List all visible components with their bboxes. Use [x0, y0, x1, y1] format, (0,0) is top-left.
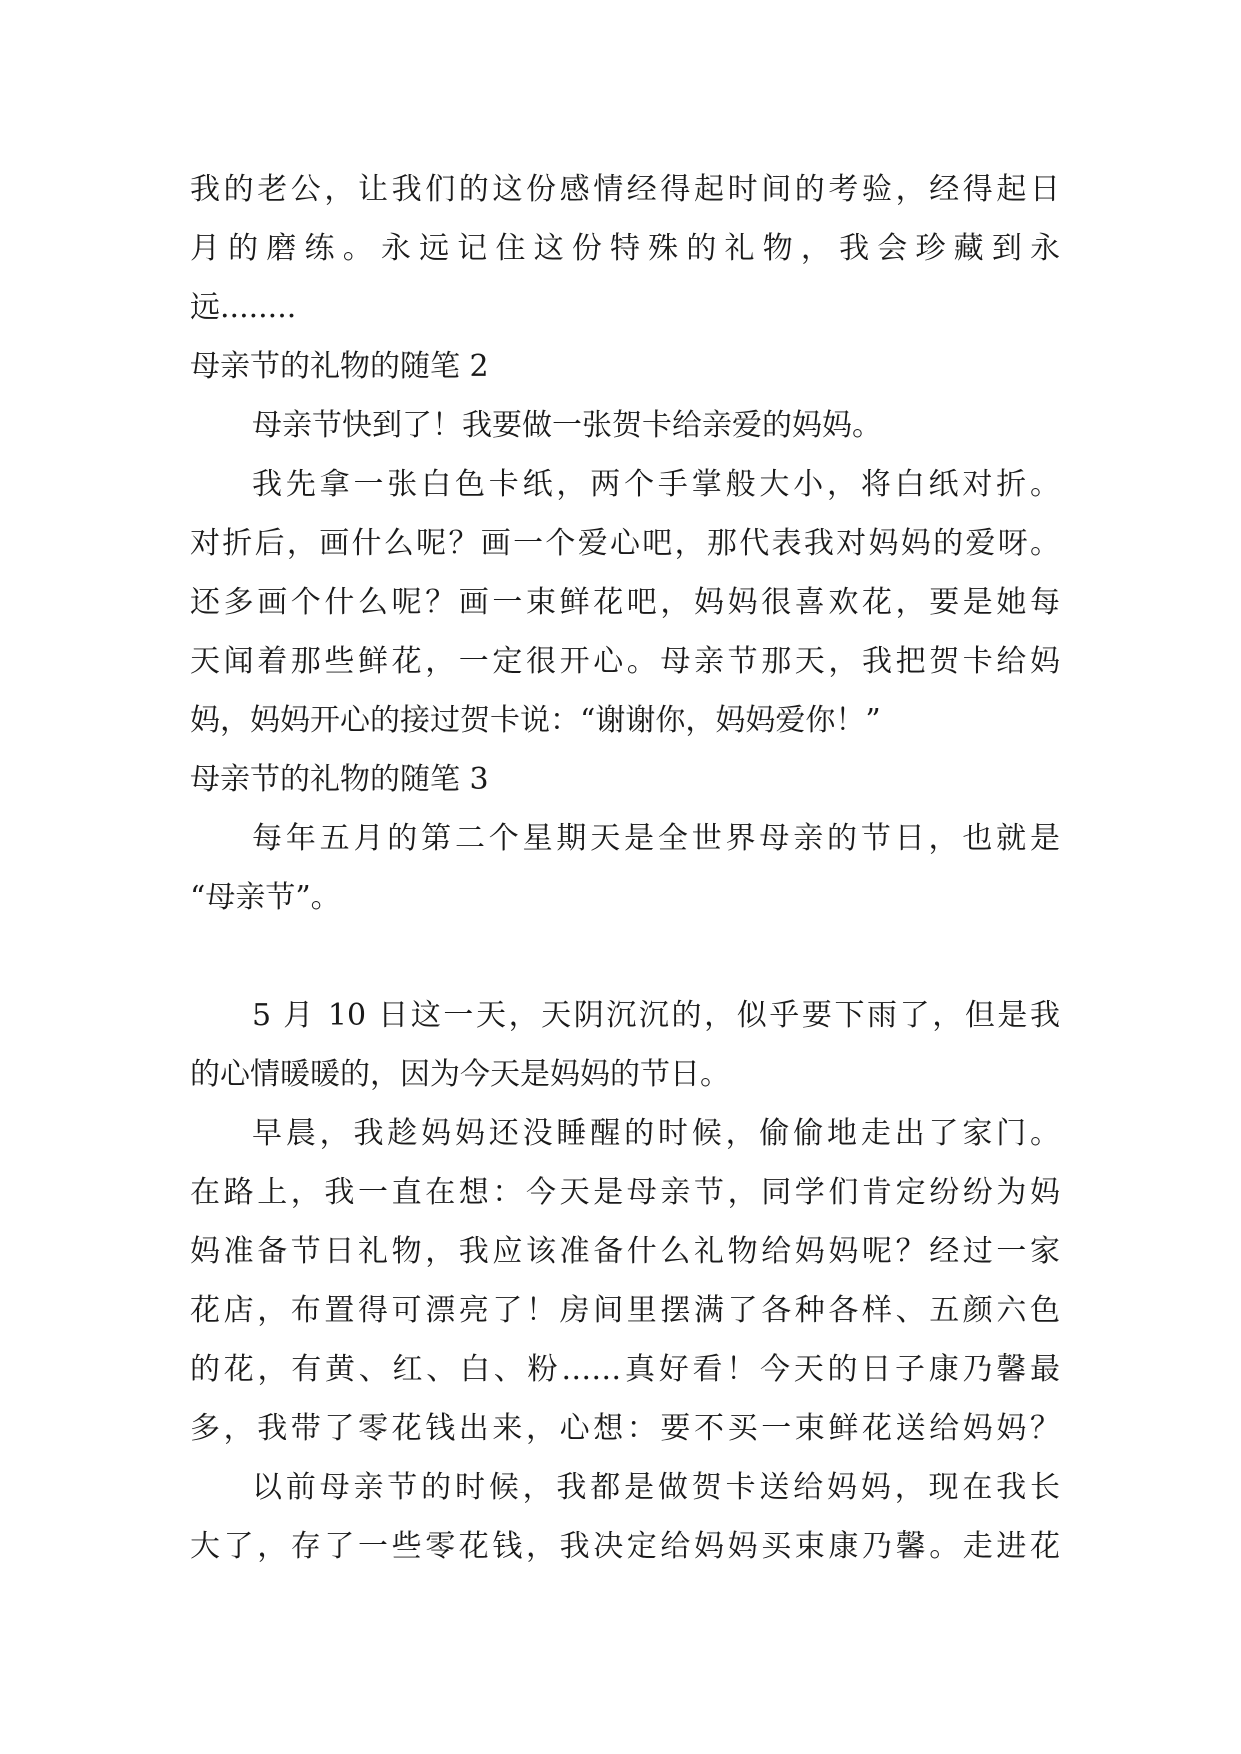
section-heading: 母亲节的礼物的随笔 3 [190, 762, 489, 797]
text-line: 我先拿一张白色卡纸，两个手掌般大小，将白纸对折。 [252, 467, 1060, 502]
text-line: 的花，有黄、红、白、粉……真好看！今天的日子康乃馨最 [190, 1352, 1060, 1387]
text-line: 天闻着那些鲜花，一定很开心。母亲节那天，我把贺卡给妈 [190, 644, 1060, 679]
text-line: 母亲节快到了！我要做一张贺卡给亲爱的妈妈。 [252, 408, 882, 443]
text-line: 早晨，我趁妈妈还没睡醒的时候，偷偷地走出了家门。 [252, 1116, 1060, 1151]
section-heading: 母亲节的礼物的随笔 2 [190, 349, 489, 384]
text-line: 5 月 10 日这一天，天阴沉沉的，似乎要下雨了，但是我 [252, 998, 1060, 1033]
text-line: 多，我带了零花钱出来，心想：要不买一束鲜花送给妈妈？ [190, 1411, 1060, 1446]
text-line: 的心情暖暖的，因为今天是妈妈的节日。 [190, 1057, 730, 1092]
text-line: 远........ [190, 290, 297, 325]
text-line: “母亲节”。 [190, 880, 341, 915]
blank-line [190, 927, 1060, 986]
text-line: 在路上，我一直在想：今天是母亲节，同学们肯定纷纷为妈 [190, 1175, 1060, 1210]
text-line: 大了，存了一些零花钱，我决定给妈妈买束康乃馨。走进花 [190, 1529, 1060, 1564]
text-line: 我的老公，让我们的这份感情经得起时间的考验，经得起日 [190, 172, 1060, 207]
text-line: 妈，妈妈开心的接过贺卡说：“谢谢你，妈妈爱你！” [190, 703, 881, 738]
document-body [190, 160, 1060, 1576]
text-line: 每年五月的第二个星期天是全世界母亲的节日，也就是 [252, 821, 1060, 856]
text-line: 对折后，画什么呢？画一个爱心吧，那代表我对妈妈的爱呀。 [190, 526, 1060, 561]
text-line: 妈准备节日礼物，我应该准备什么礼物给妈妈呢？经过一家 [190, 1234, 1060, 1269]
text-line: 以前母亲节的时候，我都是做贺卡送给妈妈，现在我长 [252, 1470, 1060, 1505]
text-line: 月的磨练。永远记住这份特殊的礼物，我会珍藏到永 [190, 231, 1060, 266]
text-line: 还多画个什么呢？画一束鲜花吧，妈妈很喜欢花，要是她每 [190, 585, 1060, 620]
text-line: 花店，布置得可漂亮了！房间里摆满了各种各样、五颜六色 [190, 1293, 1060, 1328]
